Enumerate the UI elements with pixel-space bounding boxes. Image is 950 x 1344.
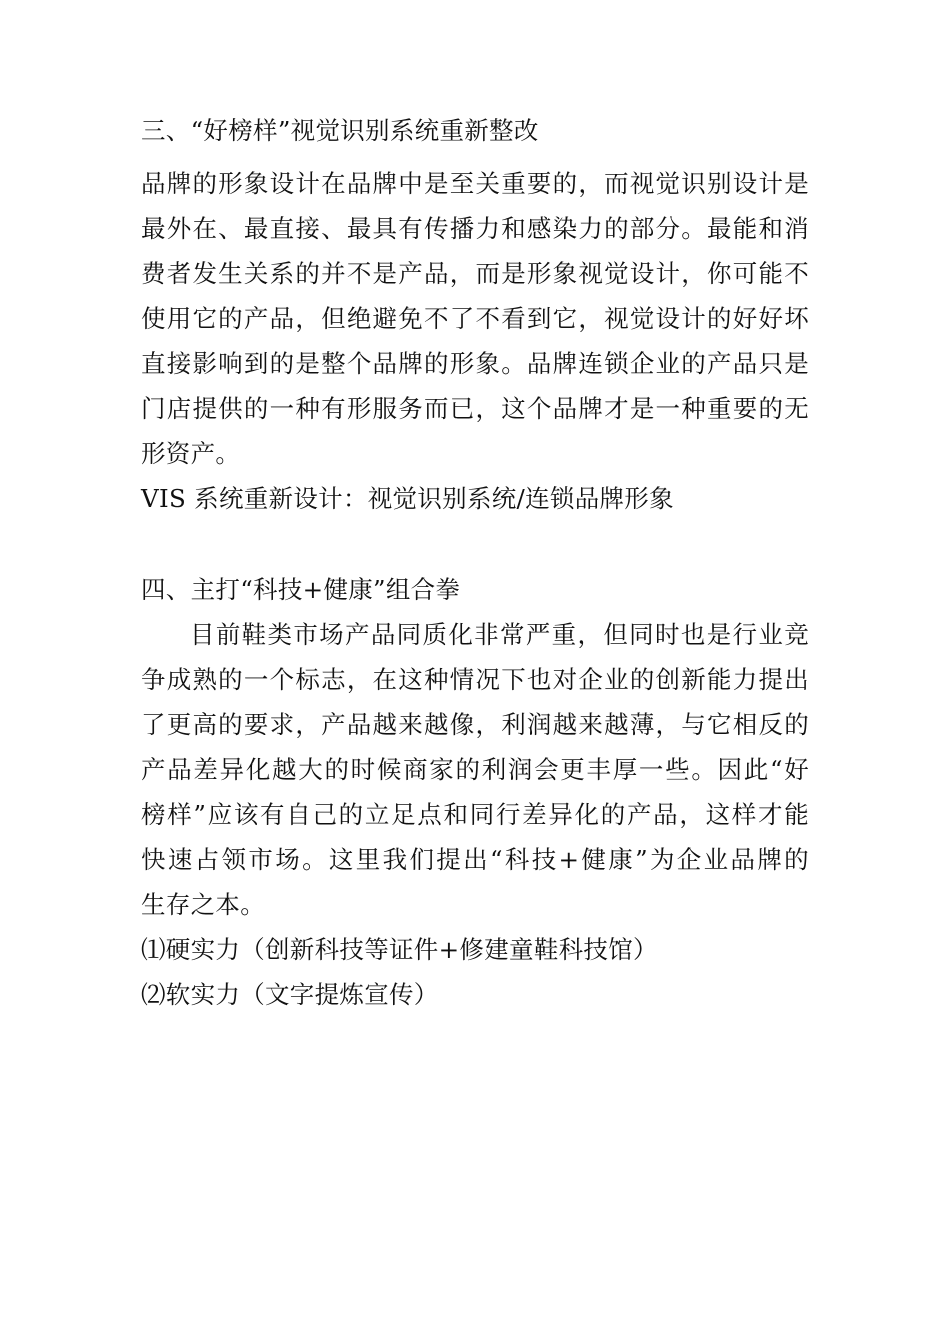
- paragraph-line: 生存之本。: [141, 890, 265, 919]
- paragraph-line: 直接影响到的是整个品牌的形象。品牌连锁企业的产品只是: [141, 349, 809, 378]
- list-item-hard-power: ⑴硬实力（创新科技等证件+修建童鞋科技馆）: [141, 935, 658, 964]
- paragraph-line: 使用它的产品，但绝避免不了不看到它，视觉设计的好好坏: [141, 304, 809, 333]
- paragraph-line: 品牌的形象设计在品牌中是至关重要的，而视觉识别设计是: [141, 169, 809, 198]
- paragraph-line: 了更高的要求，产品越来越像，利润越来越薄，与它相反的: [141, 710, 809, 739]
- spacer: [141, 153, 809, 161]
- vis-redesign-line: VIS 系统重新设计：视觉识别系统/连锁品牌形象: [141, 484, 674, 513]
- paragraph-line: 费者发生关系的并不是产品，而是形象视觉设计，你可能不: [141, 259, 809, 288]
- section-3-heading: 三、“好榜样”视觉识别系统重新整改: [141, 116, 539, 145]
- paragraph-line: 产品差异化越大的时候商家的利润会更丰厚一些。因此“好: [141, 755, 809, 784]
- document-body: [141, 108, 809, 1017]
- spacer: [141, 521, 809, 567]
- paragraph-line: 榜样”应该有自己的立足点和同行差异化的产品，这样才能: [141, 800, 809, 829]
- paragraph-line: 快速占领市场。这里我们提出“科技+健康”为企业品牌的: [141, 845, 809, 874]
- paragraph-line: 形资产。: [141, 439, 241, 468]
- paragraph-line: 最外在、最直接、最具有传播力和感染力的部分。最能和消: [141, 214, 809, 243]
- paragraph-line: 争成熟的一个标志，在这种情况下也对企业的创新能力提出: [141, 665, 809, 694]
- paragraph-line: 门店提供的一种有形服务而已，这个品牌才是一种重要的无: [141, 394, 809, 423]
- section-3-paragraph: [141, 161, 809, 476]
- section-4-heading: 四、主打“科技+健康”组合拳: [141, 575, 461, 604]
- paragraph-line: 目前鞋类市场产品同质化非常严重，但同时也是行业竞: [190, 620, 809, 649]
- section-4-paragraph: [141, 612, 809, 927]
- list-item-soft-power: ⑵软实力（文字提炼宣传）: [141, 980, 439, 1009]
